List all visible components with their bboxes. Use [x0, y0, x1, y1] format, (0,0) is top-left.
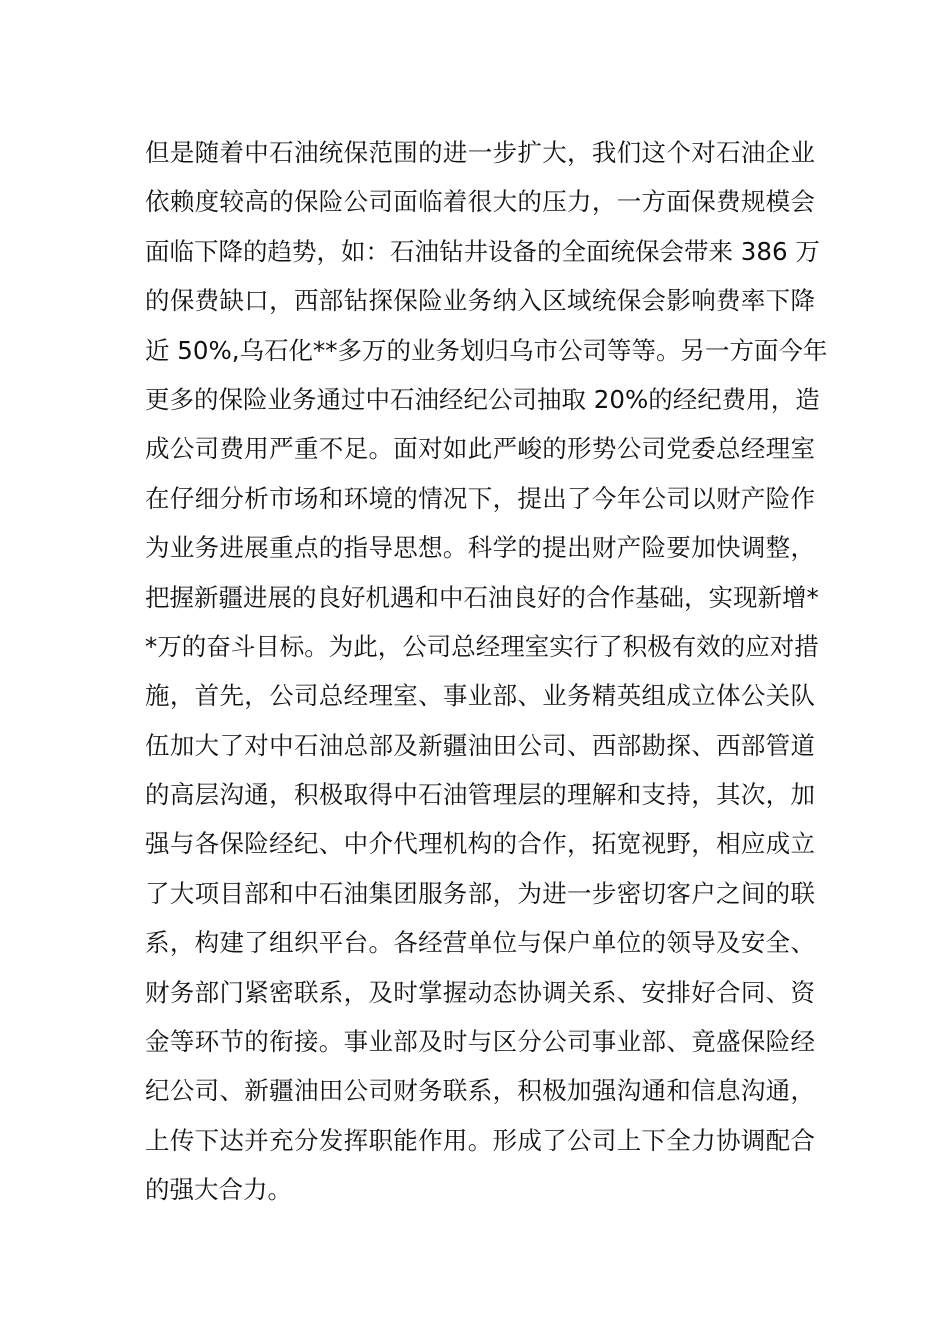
- text-line: 伍加大了对中石油总部及新疆油田公司、西部勘探、西部管道: [145, 730, 815, 760]
- text-line: 强与各保险经纪、中介代理机构的合作，拓宽视野，相应成立: [145, 829, 815, 859]
- text-line: 更多的保险业务通过中石油经纪公司抽取 20%的经纪费用，造: [145, 384, 820, 414]
- text-line: 了大项目部和中石油集团服务部，为进一步密切客户之间的联: [145, 878, 815, 908]
- text-line: 依赖度较高的保险公司面临着很大的压力，一方面保费规模会: [145, 187, 815, 217]
- body-paragraph: [145, 128, 828, 1215]
- text-line: 上传下达并充分发挥职能作用。形成了公司上下全力协调配合: [145, 1125, 815, 1155]
- text-line: 财务部门紧密联系，及时掌握动态协调关系、安排好合同、资: [145, 977, 815, 1007]
- text-line: 近 50%,乌石化**多万的业务划归乌市公司等等。另一方面今年: [145, 335, 828, 365]
- text-line: 在仔细分析市场和环境的情况下，提出了今年公司以财产险作: [145, 483, 815, 513]
- text-line: 纪公司、新疆油田公司财务联系，积极加强沟通和信息沟通，: [145, 1076, 815, 1106]
- text-line: 施，首先，公司总经理室、事业部、业务精英组成立体公关队: [145, 681, 815, 711]
- text-line: 为业务进展重点的指导思想。科学的提出财产险要加快调整，: [145, 533, 815, 563]
- text-line: 把握新疆进展的良好机遇和中石油良好的合作基础，实现新增*: [145, 582, 819, 612]
- text-line: *万的奋斗目标。为此，公司总经理室实行了积极有效的应对措: [145, 631, 819, 661]
- text-line: 成公司费用严重不足。面对如此严峻的形势公司党委总经理室: [145, 434, 815, 464]
- text-line: 但是随着中石油统保范围的进一步扩大，我们这个对石油企业: [145, 138, 815, 167]
- text-line: 的高层沟通，积极取得中石油管理层的理解和支持，其次，加: [145, 780, 815, 810]
- text-line-last: 的强大合力。: [145, 1175, 292, 1205]
- text-line: 系，构建了组织平台。各经营单位与保户单位的领导及安全、: [145, 928, 815, 958]
- text-line: 面临下降的趋势，如：石油钻井设备的全面统保会带来 386 万: [145, 236, 820, 266]
- text-line: 金等环节的衔接。事业部及时与区分公司事业部、竟盛保险经: [145, 1027, 815, 1057]
- text-line: 的保费缺口，西部钻探保险业务纳入区域统保会影响费率下降: [145, 286, 815, 316]
